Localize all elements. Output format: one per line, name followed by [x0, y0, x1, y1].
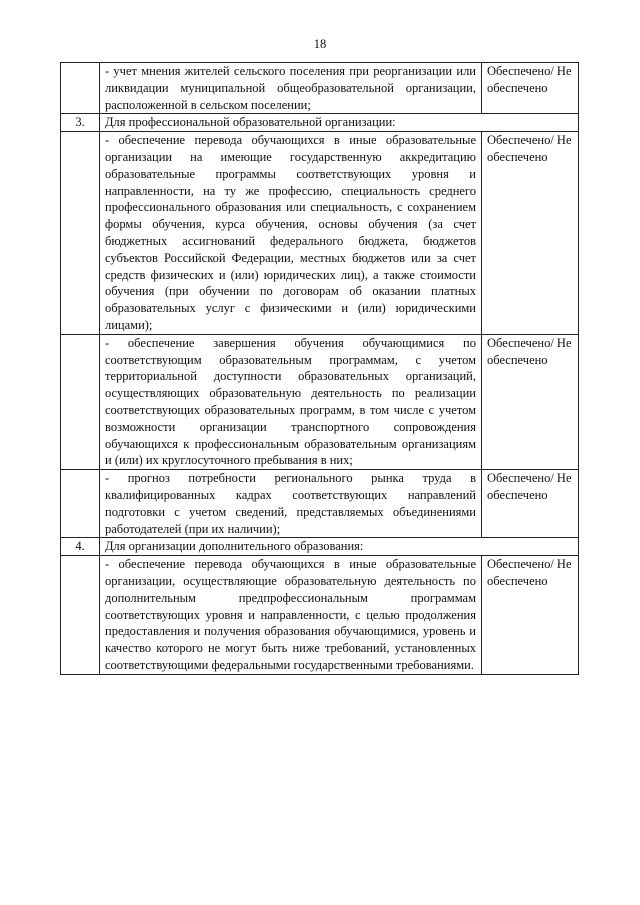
table-row — [61, 63, 579, 114]
table-row — [61, 132, 579, 335]
page-number: 18 — [313, 37, 327, 51]
row-number — [61, 470, 100, 538]
criterion-text: - прогноз потребности регионального рынка труда в квалифицированных кадрах соответствующих направлений подготовки с учетом сведений, представляемых объединениями работодателей (при их наличии); — [100, 470, 482, 538]
section-number: 4. — [61, 538, 100, 556]
section-title: Для профессиональной образовательной организации: — [100, 114, 579, 132]
criterion-text: - обеспечение перевода обучающихся в иные образовательные организации на имеющие государственную аккредитацию образовательные программы соответствующих уровня и направленности, на ту же профессию, специальность среднего профессионального образования или специальность, с сохранением формы обучения, курса обучения, основы обучения (за счет бюджетных ассигнований федерального бюджета, бюджетов субъектов Российской Федерации, местных бюджетов или за счет средств физических и (или) юридических лиц), а также стоимости обучения (при обучении по договорам об оказании платных образовательных услуг с физическими и (или) юридическими лицами); — [100, 132, 482, 335]
section-row — [61, 538, 579, 556]
row-number — [61, 556, 100, 675]
status-cell: Обеспечено/ Не обеспечено — [482, 63, 579, 114]
criterion-text: - обеспечение перевода обучающихся в иные образовательные организации, осуществляющие образовательную деятельность по дополнительным предпрофессиональным программам соответствующих уровня и направленности, с целью продолжения предоставления и получения образования обучающимися, уровень и качество которого не могут быть ниже требований, установленных соответствующими федеральными государственными требованиями. — [100, 556, 482, 675]
criterion-text: - обеспечение завершения обучения обучающимися по соответствующим образовательным программам, с учетом территориальной доступности образовательных организаций, осуществляющих образовательную деятельность по реализации соответствующих образовательных программ, в том числе с учетом возможности организации транспортного сопровождения обучающихся к профессиональным образовательным организациям и (или) их круглосуточного пребывания в них; — [100, 334, 482, 469]
criterion-text: - учет мнения жителей сельского поселения при реорганизации или ликвидации муниципальной общеобразовательной организации, расположенной в сельском поселении; — [100, 63, 482, 114]
status-cell: Обеспечено/ Не обеспечено — [482, 470, 579, 538]
status-cell: Обеспечено/ Не обеспечено — [482, 334, 579, 469]
row-number — [61, 132, 100, 335]
status-cell: Обеспечено/ Не обеспечено — [482, 556, 579, 675]
criteria-table — [60, 62, 579, 675]
table-row — [61, 334, 579, 469]
table-row — [61, 470, 579, 538]
table-row — [61, 556, 579, 675]
section-number: 3. — [61, 114, 100, 132]
section-title: Для организации дополнительного образования: — [100, 538, 579, 556]
row-number — [61, 334, 100, 469]
status-cell: Обеспечено/ Не обеспечено — [482, 132, 579, 335]
section-row — [61, 114, 579, 132]
row-number — [61, 63, 100, 114]
